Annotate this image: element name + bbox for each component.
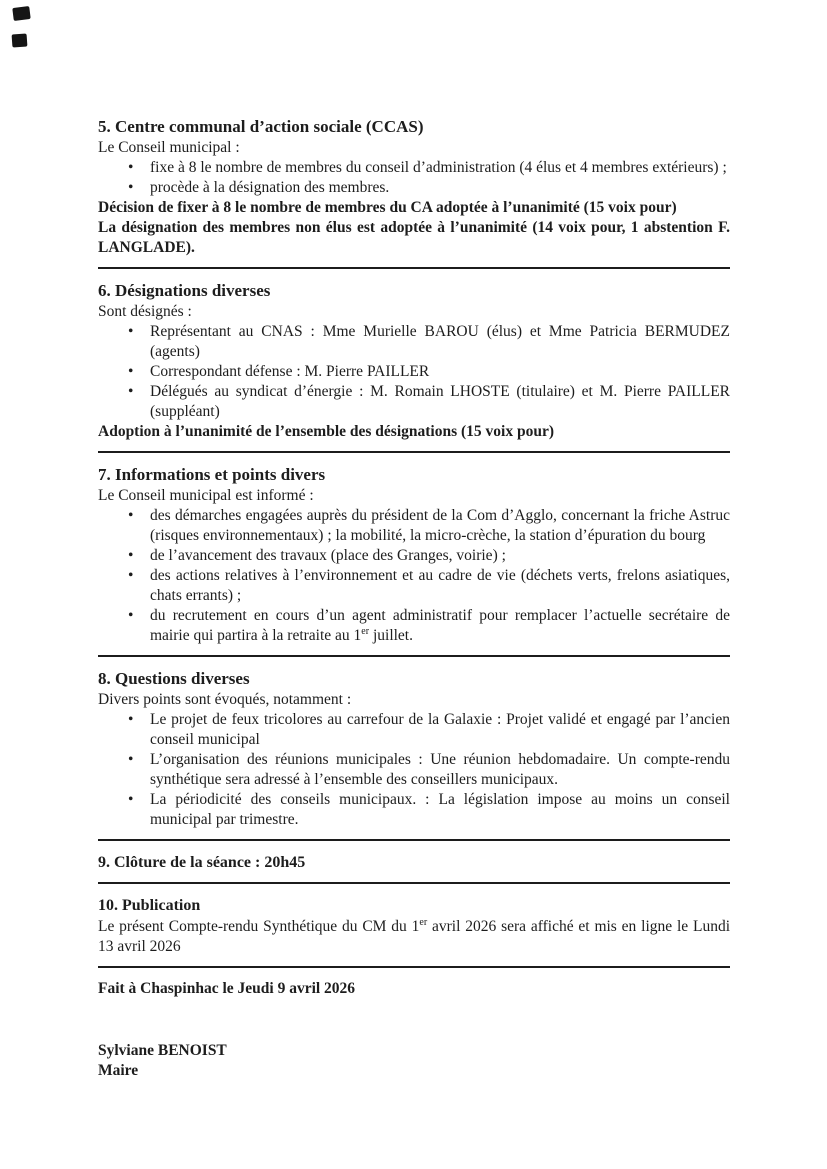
- section-heading-designations: 6. Désignations diverses: [98, 281, 271, 300]
- ordinal-superscript: er: [419, 916, 428, 928]
- list-item: • procède à la désignation des membres.: [98, 178, 730, 198]
- list-item: • L’organisation des réunions municipales : Une réunion hebdomadaire. Un compte-rendu synthétique sera adressé à l’ensemble des conseillers municipaux.: [98, 750, 730, 790]
- bullet-list: [98, 322, 730, 422]
- list-item: • fixe à 8 le nombre de membres du conseil d’administration (4 élus et 4 membres extérieurs) ;: [98, 158, 730, 178]
- section-intro: Sont désignés :: [98, 303, 192, 320]
- bullet-list: [98, 506, 730, 646]
- closing-block: [98, 979, 730, 1081]
- section-divider: [98, 451, 730, 453]
- place-date-line: Fait à Chaspinhac le Jeudi 9 avril 2026: [98, 980, 356, 997]
- paragraph-text: Le présent Compte-rendu Synthétique du CM du 1: [98, 918, 420, 935]
- paragraph-text: avril 2026 sera affiché et mis en ligne le Lundi 13 avril 2026: [98, 918, 730, 955]
- section-intro: Divers points sont évoqués, notamment :: [98, 691, 352, 708]
- section-intro: Le Conseil municipal est informé :: [98, 487, 314, 504]
- list-item: • de l’avancement des travaux (place des Granges, voirie) ;: [98, 546, 730, 566]
- bullet-list: [98, 158, 730, 198]
- list-item: • Représentant au CNAS : Mme Murielle BAROU (élus) et Mme Patricia BERMUDEZ (agents): [98, 322, 730, 362]
- list-item: • Correspondant défense : M. Pierre PAILLER: [98, 362, 730, 382]
- section-ccas: [98, 116, 730, 269]
- list-item: [98, 606, 730, 646]
- signatory-name: Sylviane BENOIST: [98, 1042, 227, 1059]
- section-cloture: [98, 852, 730, 884]
- section-heading-ccas: 5. Centre communal d’action sociale (CCAS): [98, 117, 424, 136]
- section-divider: [98, 882, 730, 884]
- section-intro: Le Conseil municipal :: [98, 139, 240, 156]
- section-divider: [98, 966, 730, 968]
- section-divider: [98, 267, 730, 269]
- decision-line: Adoption à l’unanimité de l’ensemble des désignations (15 voix pour): [98, 423, 555, 440]
- scan-artifact-mark: [12, 6, 30, 21]
- section-heading-questions: 8. Questions diverses: [98, 669, 250, 688]
- bullet-list: [98, 710, 730, 830]
- list-item: • des démarches engagées auprès du président de la Com d’Agglo, concernant la friche Astruc (risques environnementaux) ; la mobilité, la micro-crèche, la station d’épuration du bourg: [98, 506, 730, 546]
- signatory-title: Maire: [98, 1062, 139, 1079]
- list-item: • Délégués au syndicat d’énergie : M. Romain LHOSTE (titulaire) et M. Pierre PAILLER (suppléant): [98, 382, 730, 422]
- section-divider: [98, 655, 730, 657]
- scan-artifact-mark: [12, 33, 28, 47]
- section-heading-informations: 7. Informations et points divers: [98, 465, 326, 484]
- signature-block: [98, 1041, 730, 1081]
- section-publication: [98, 895, 730, 968]
- list-item: • Le projet de feux tricolores au carrefour de la Galaxie : Projet validé et engagé par l’ancien conseil municipal: [98, 710, 730, 750]
- decision-line: Décision de fixer à 8 le nombre de membres du CA adoptée à l’unanimité (15 voix pour): [98, 199, 677, 216]
- list-item-text: du recrutement en cours d’un agent administratif pour remplacer l’actuelle secrétaire de mairie qui partira à la retraite au 1: [150, 607, 730, 644]
- section-questions: [98, 668, 730, 841]
- decision-line: La désignation des membres non élus est adoptée à l’unanimité (14 voix pour, 1 abstention F. LANGLADE).: [98, 219, 730, 256]
- list-item-text: juillet.: [369, 627, 413, 644]
- section-designations: [98, 280, 730, 453]
- list-item: • des actions relatives à l’environnement et au cadre de vie (déchets verts, frelons asiatiques, chats errants) ;: [98, 566, 730, 606]
- section-divider: [98, 839, 730, 841]
- section-heading-publication: 10. Publication: [98, 897, 201, 914]
- ordinal-superscript: er: [361, 625, 370, 637]
- section-heading-cloture: 9. Clôture de la séance : 20h45: [98, 854, 306, 871]
- list-item: • La périodicité des conseils municipaux. : La législation impose au moins un conseil municipal par trimestre.: [98, 790, 730, 830]
- publication-paragraph: [98, 917, 730, 957]
- section-informations: [98, 464, 730, 657]
